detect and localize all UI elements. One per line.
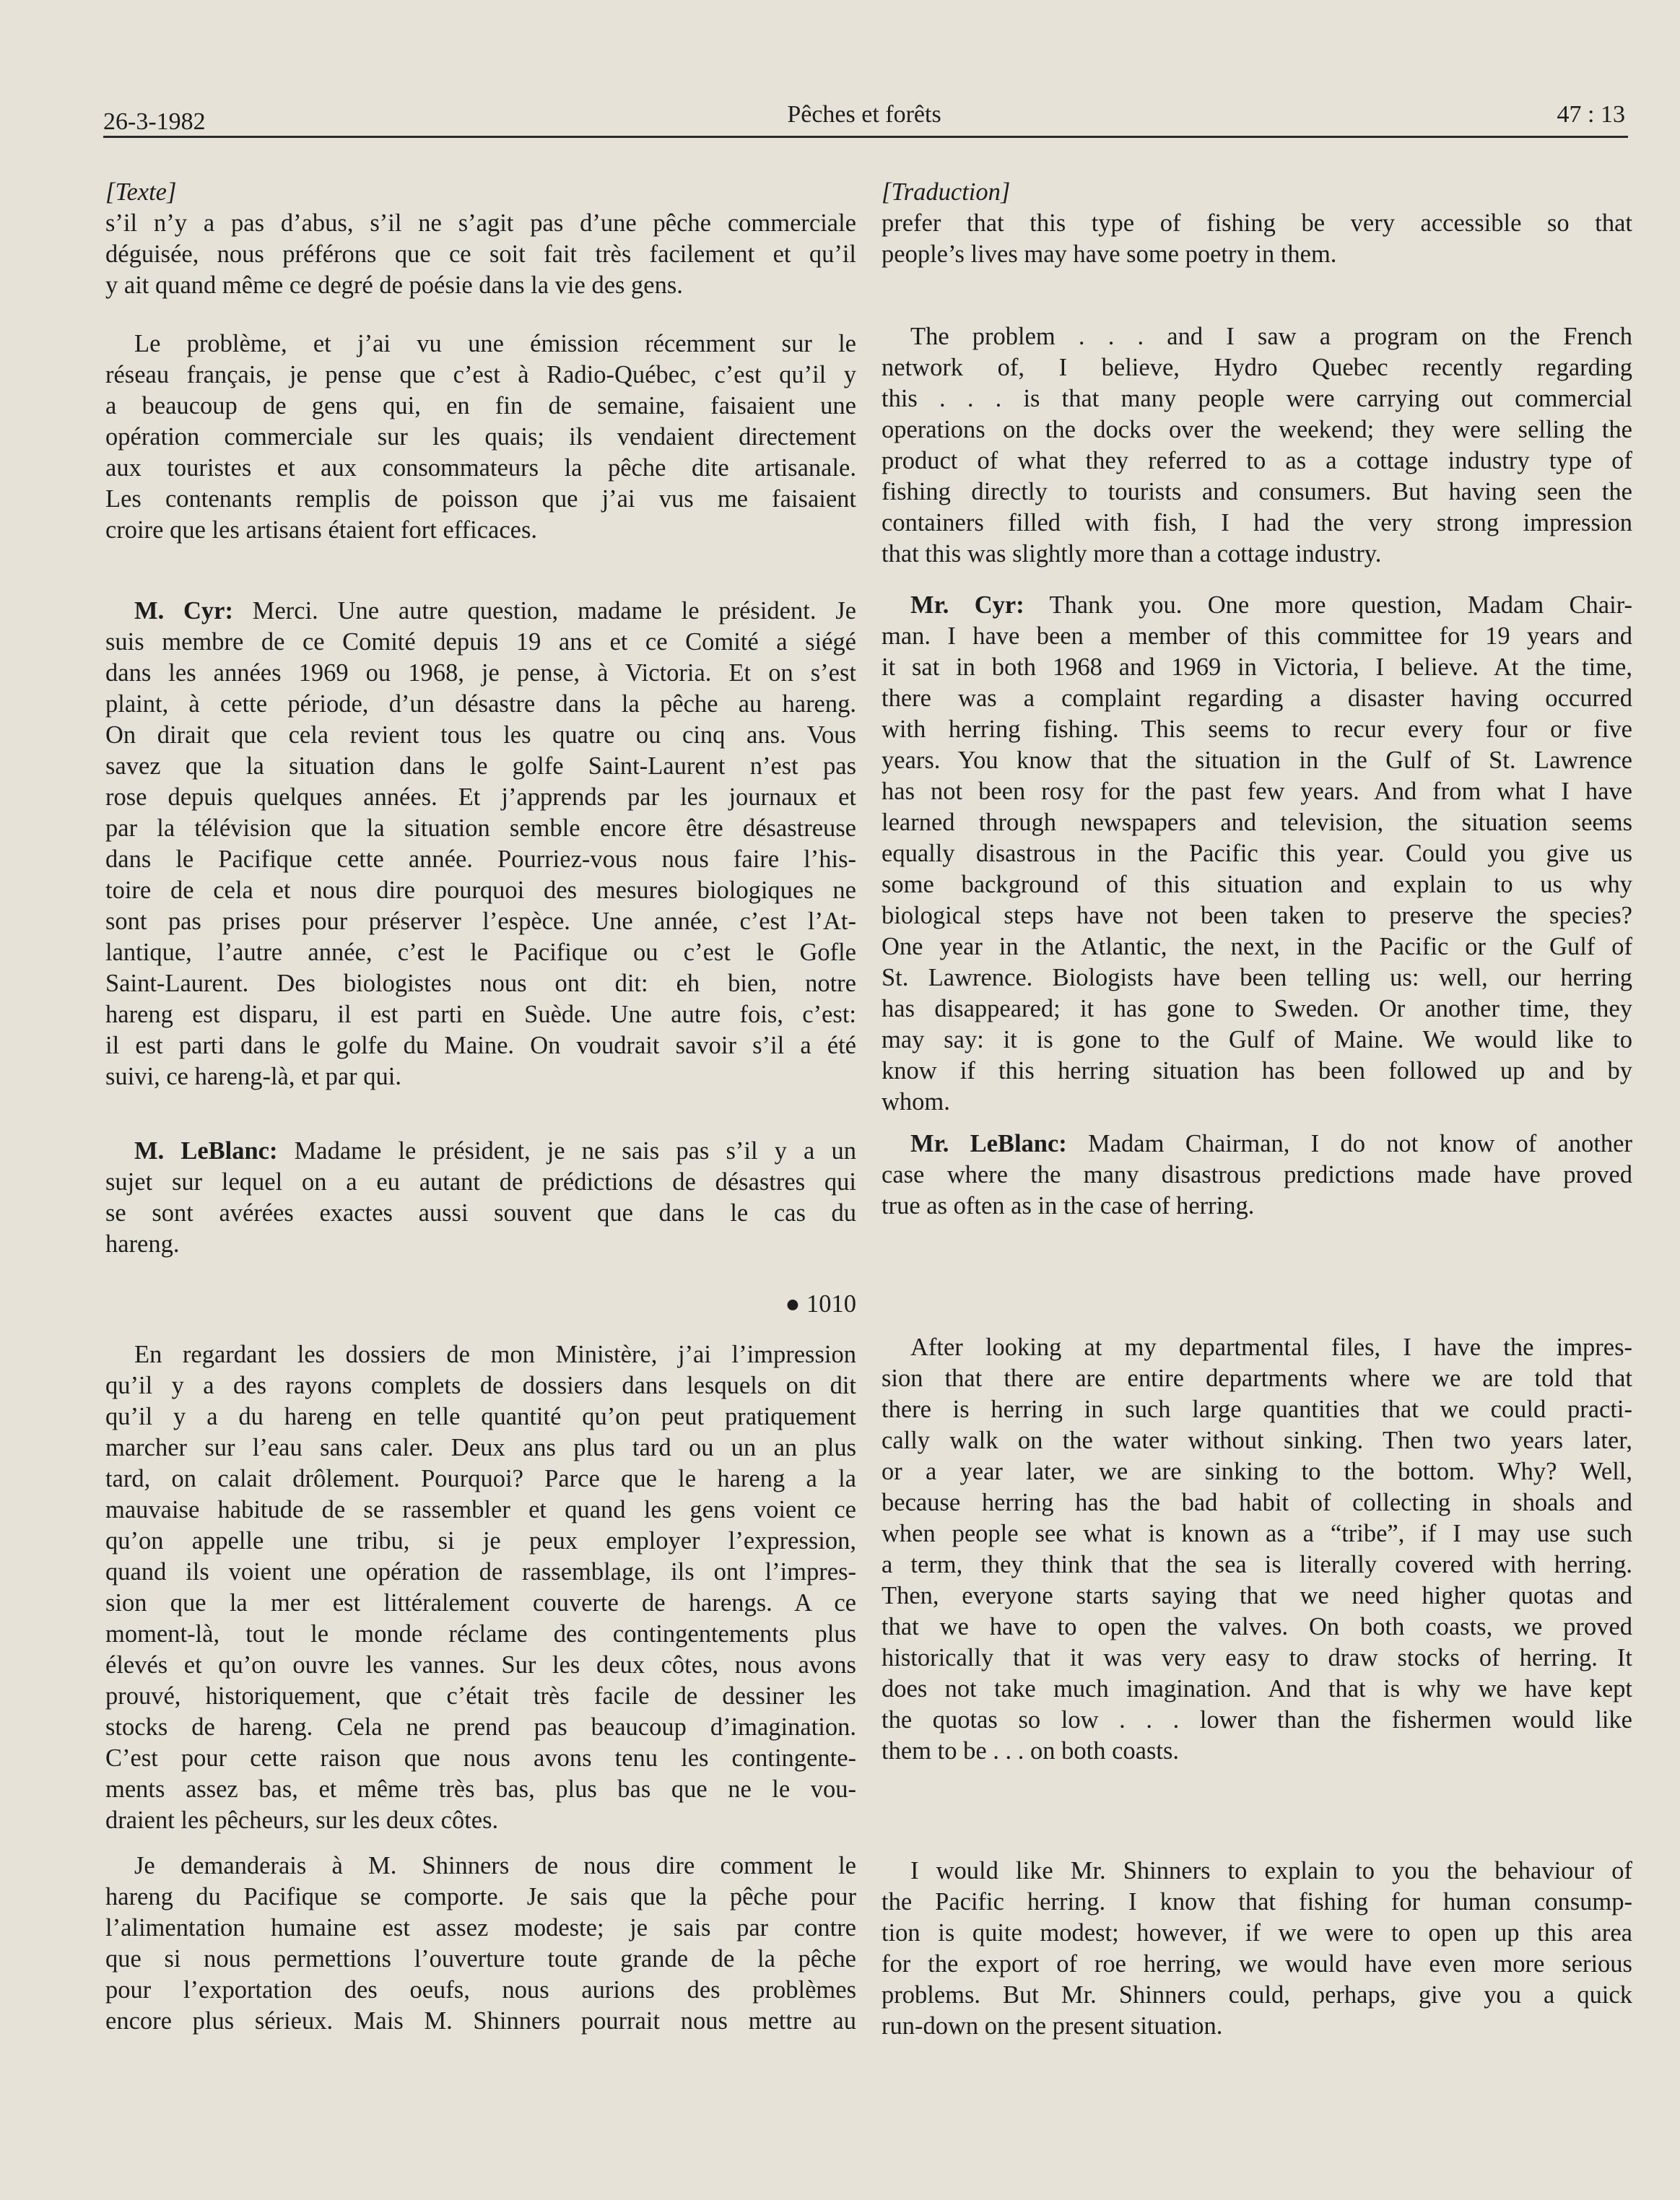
right-paragraph-1: prefer that this type of fishing be very accessible so that people’s lives may have some poetry in them. bbox=[882, 209, 1632, 268]
right-paragraph-2: The problem . . . and I saw a program on the French network of, I believe, Hydro Quebec recently regarding this . . . is that many people were carrying out commercial operations on the docks over the weekend; they were selling the product of what they referred to as a cottage industry type of fishing directly to tourists and consumers. But having seen the containers filled with fish, I had the very strong impression that this was slightly more than a cottage industry. bbox=[882, 323, 1632, 568]
header-date: 26-3-1982 bbox=[103, 108, 206, 135]
speaker-label: M. LeBlanc: bbox=[134, 1137, 278, 1165]
left-paragraph-5: Je demanderais à M. Shinners de nous dire comment le hareng du Pacifique se comporte. Je sais que la pêche pour l’alimentation humaine est assez modeste; je sais par contre que si nous permettions l’ouverture toute grande de la pêche pour l’exportation des oeufs, nous aurions des problèmes encore plus sérieux. Mais M. Shinners pourrait nous mettre au bbox=[105, 1852, 856, 2035]
left-label: [Texte] bbox=[105, 178, 177, 206]
right-label: [Traduction] bbox=[882, 178, 1011, 206]
speaker-label: M. Cyr: bbox=[134, 597, 233, 625]
left-paragraph-1: s’il n’y a pas d’abus, s’il ne s’agit pas d’une pêche commerciale déguisée, nous préférons que ce soit fait très facilement et qu’il y ait quand même ce degré de poésie dans la vie des gens. bbox=[105, 209, 856, 299]
right-paragraph-leblanc: Mr. LeBlanc: Madam Chairman, I do not know of another case where the many disastrous predictions made have proved true as often as in the case of herring. bbox=[882, 1130, 1632, 1219]
right-paragraph-cyr: Mr. Cyr: Thank you. One more question, Madam Chair- man. I have been a member of this committee for 19 years and it sat in both 1968 and 1969 in Victoria, I believe. At the time, there was a complaint regarding a disaster having occurred with herring fishing. This seems to recur every four or five years. You know that the situation in the Gulf of St. Lawrence has not been rosy for the past few years. And from what I have learned through newspapers and television, the situation seems equally disastrous in the Pacific this year. Could you give us some background of this situation and explain to us why biological steps have not been taken to preserve the species? One year in the Atlantic, the next, in the Pacific or the Gulf of St. Lawrence. Biologists have been telling us: well, our herring has disappeared; it has gone to Sweden. Or another time, they may say: it is gone to the Gulf of Maine. We would like to know if this herring situation has been followed up and by whom. bbox=[882, 591, 1632, 1116]
right-paragraph-5: I would like Mr. Shinners to explain to you the behaviour of the Pacific herring. I know that fishing for human consump- tion is quite modest; however, if we were to open up this area for the export of roe herring, we would have even more serious problems. But Mr. Shinners could, perhaps, give you a quick run-down on the present situation. bbox=[882, 1857, 1632, 2040]
header-title: Pêches et forêts bbox=[787, 101, 941, 128]
right-paragraph-4: After looking at my departmental files, I have the impres- sion that there are entire departments where we are told that there is herring in such large quantities that we could practi- cally walk on the water without sinking. Then two years later, or a year later, we are sinking to the bottom. Why? Well, because herring has the bad habit of collecting in shoals and when people see what is known as a “tribe”, if I may use such a term, they think that the sea is literally covered with herring. Then, everyone starts saying that we need higher quotas and that we have to open the valves. On both coasts, we proved historically that it was very easy to draw stocks of herring. It does not take much imagination. And that is why we have kept the quotas so low . . . lower than the fishermen would like them to be . . . on both coasts. bbox=[882, 1334, 1632, 1765]
left-paragraph-cyr: M. Cyr: Merci. Une autre question, madame le président. Je suis membre de ce Comité depuis 19 ans et ce Comité a siégé dans les années 1969 ou 1968, je pense, à Victoria. Et on s’est plaint, à cette période, d’un désastre dans la pêche au hareng. On dirait que cela revient tous les quatre ou cinq ans. Vous savez que la situation dans le golfe Saint-Laurent n’est pas rose depuis quelques années. Et j’apprends par les journaux et par la télévision que la situation semble encore être désastreuse dans le Pacifique cette année. Pourriez-vous nous faire l’his- toire de cela et nous dire pourquoi des mesures biologiques ne sont pas prises pour préserver l’espèce. Une année, c’est l’At- lantique, l’autre année, c’est le Pacifique ou c’est le Gofle Saint-Laurent. Des biologistes nous ont dit: eh bien, notre hareng est disparu, il est parti en Suède. Une autre fois, c’est: il est parti dans le golfe du Maine. On voudrait savoir s’il a été suivi, ce hareng-là, et par qui. bbox=[105, 597, 856, 1090]
left-paragraph-leblanc: M. LeBlanc: Madame le président, je ne sais pas s’il y a un sujet sur lequel on a eu autant de prédictions de désastres qui se sont avérées exactes aussi souvent que dans le cas du hareng. bbox=[105, 1137, 856, 1258]
page-header bbox=[103, 101, 1625, 139]
header-page-number: 47 : 13 bbox=[1557, 101, 1625, 128]
header-rule bbox=[103, 136, 1628, 138]
left-paragraph-2: Le problème, et j’ai vu une émission récemment sur le réseau français, je pense que c’est à Radio-Québec, c’est qu’il y a beaucoup de gens qui, en fin de semaine, faisaient une opération commerciale sur les quais; ils vendaient directement aux touristes et aux consommateurs la pêche dite artisanale. Les contenants remplis de poisson que j’ai vus me faisaient croire que les artisans étaient fort efficaces. bbox=[105, 330, 856, 544]
right-label-text: Traduction bbox=[891, 178, 1001, 206]
time-marker: ● 1010 bbox=[785, 1290, 856, 1318]
speaker-label: Mr. LeBlanc: bbox=[910, 1130, 1067, 1157]
left-label-text: Texte bbox=[115, 178, 167, 206]
left-paragraph-4: En regardant les dossiers de mon Ministère, j’ai l’impression qu’il y a des rayons complets de dossiers dans lesquels on dit qu’il y a du hareng en telle quantité qu’on peut pratiquement marcher sur l’eau sans caler. Deux ans plus tard ou un an plus tard, on calait drôlement. Pourquoi? Parce que le hareng a la mauvaise habitude de se rassembler et quand les gens voient ce qu’on appelle une tribu, si je peux employer l’expression, quand ils voient une opération de rassemblage, ils ont l’impres- sion que la mer est littéralement couverte de harengs. A ce moment-là, tout le monde réclame des contingentements plus élevés et qu’on ouvre les vannes. Sur les deux côtes, nous avons prouvé, historiquement, que c’était très facile de dessiner les stocks de hareng. Cela ne prend pas beaucoup d’imagination. C’est pour cette raison que nous avons tenu les contingente- ments assez bas, et même très bas, plus bas que ne le vou- draient les pêcheurs, sur les deux côtes. bbox=[105, 1341, 856, 1834]
speaker-label: Mr. Cyr: bbox=[910, 591, 1024, 619]
